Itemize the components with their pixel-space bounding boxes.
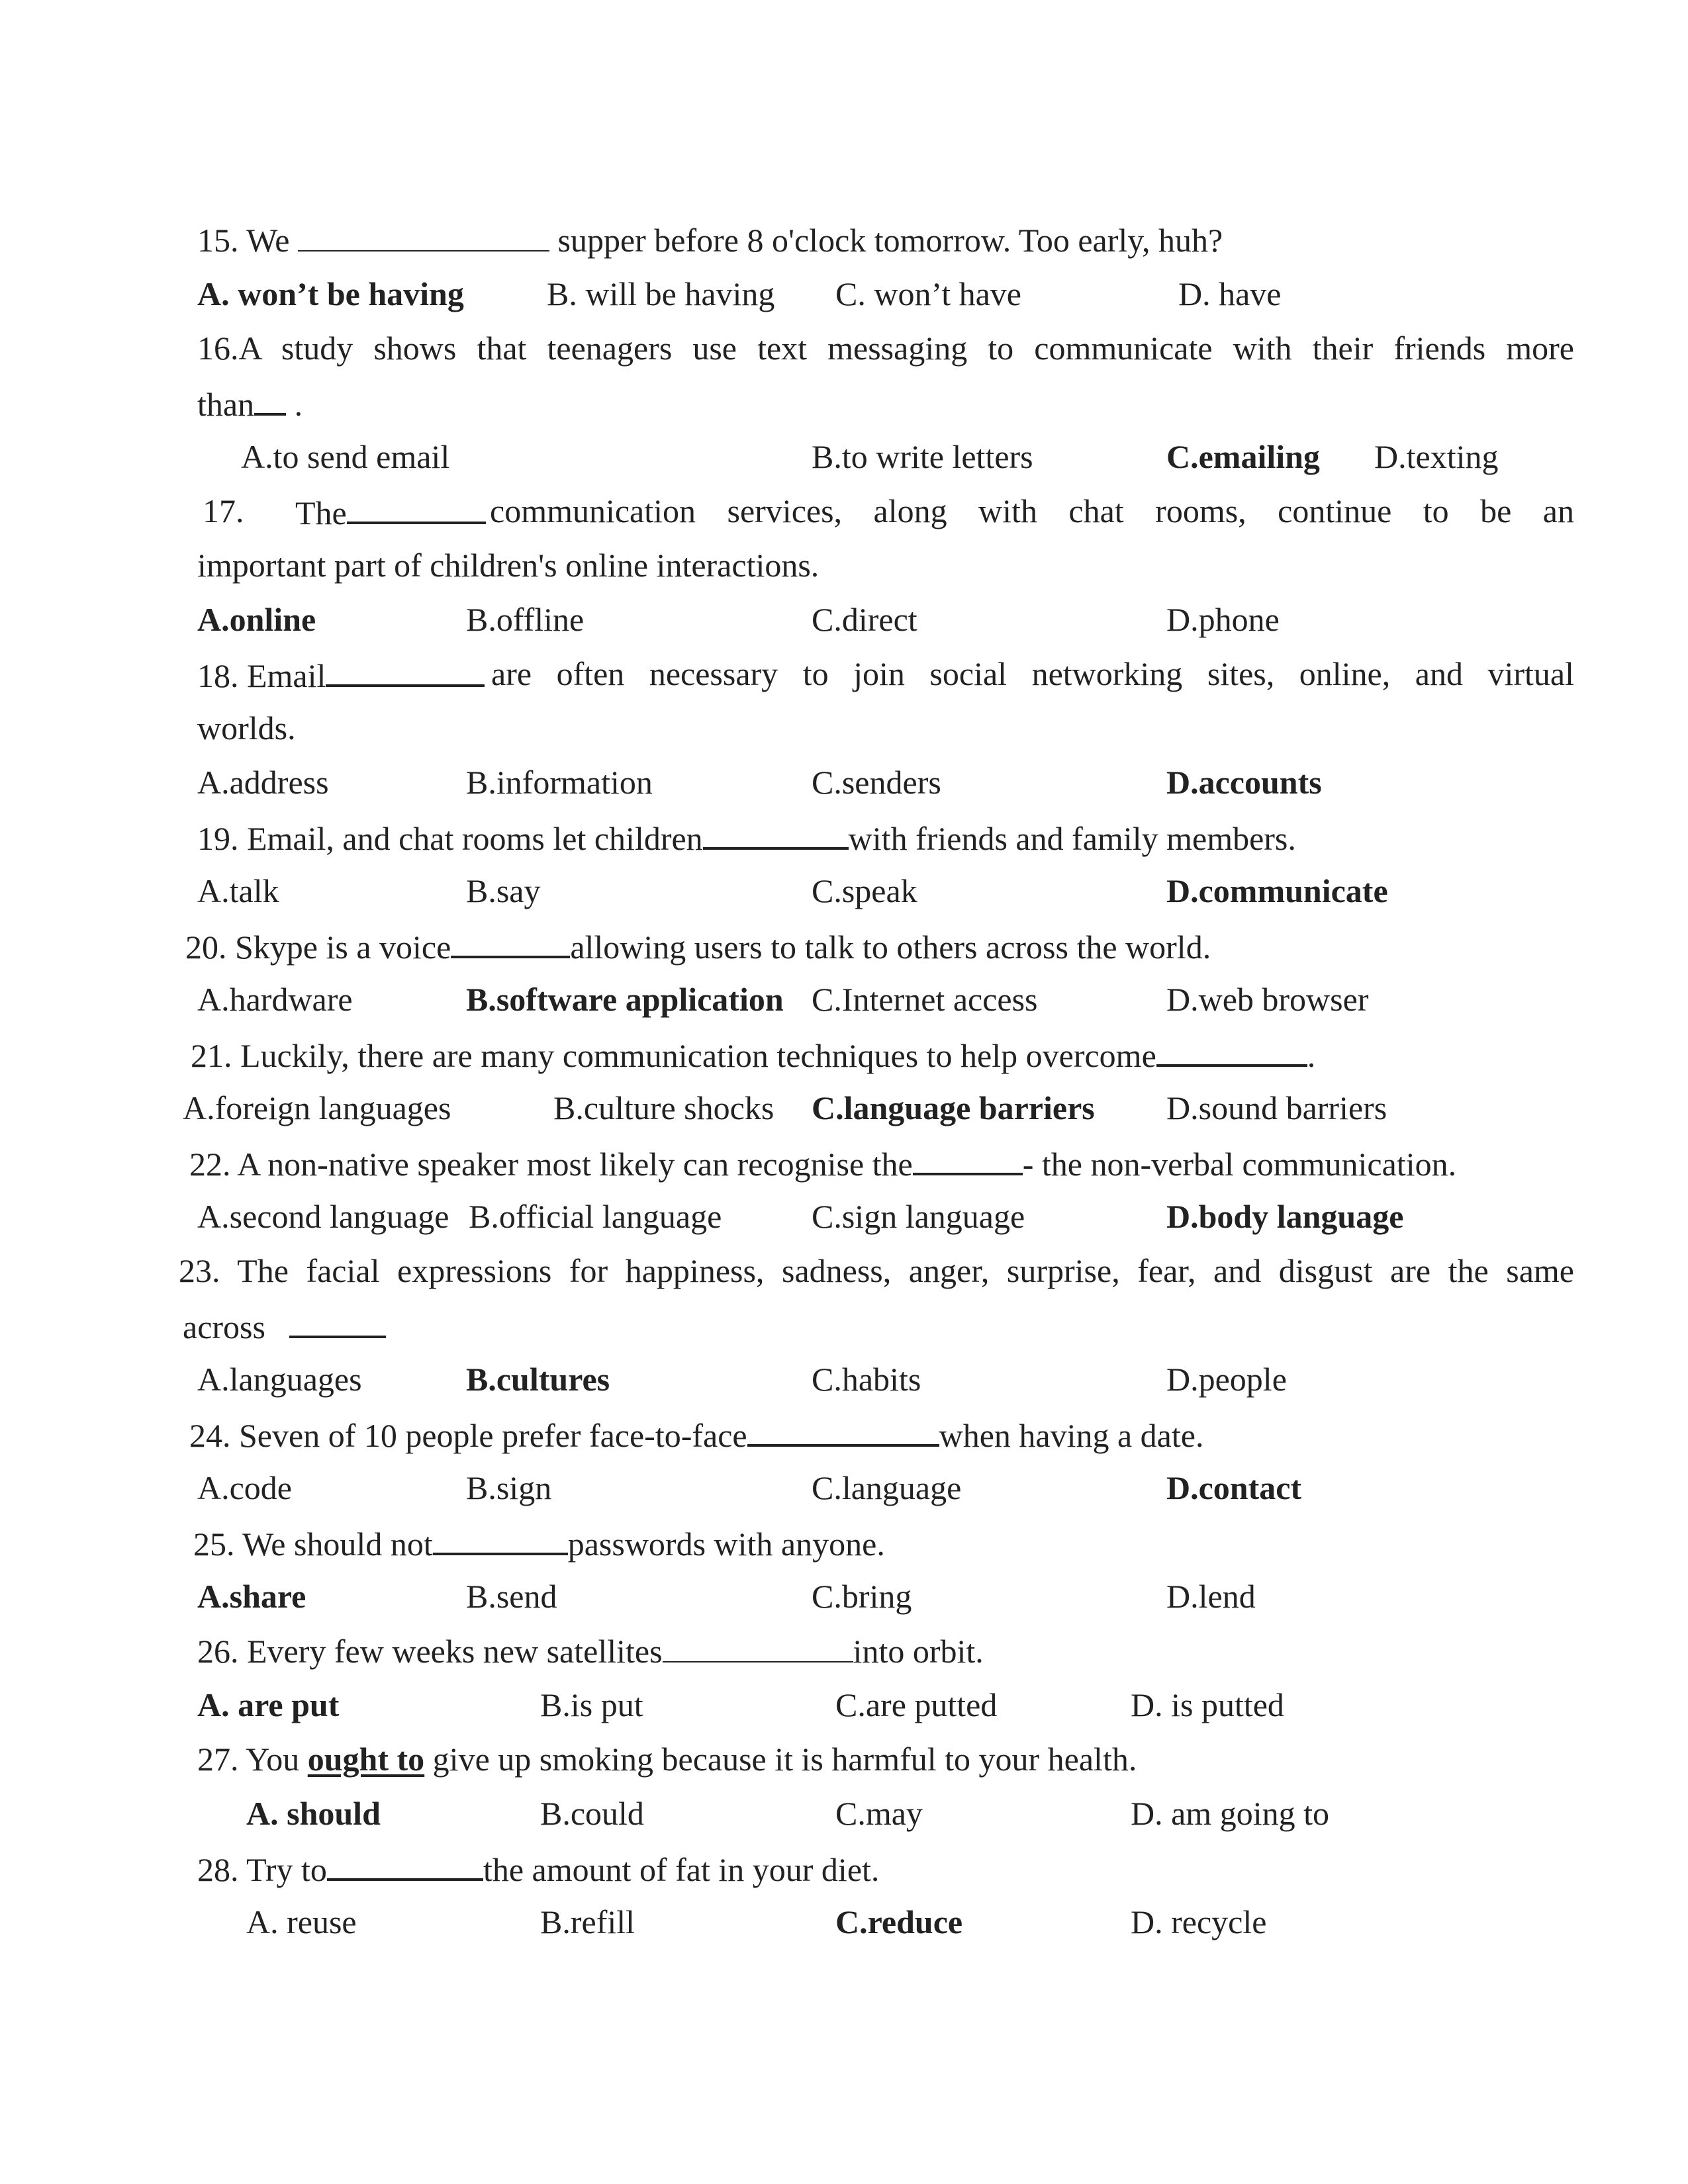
- question-25-stem: 25. We should not passwords with anyone.: [193, 1522, 885, 1562]
- option-b: B.information: [466, 764, 653, 801]
- question-15-stem: 15. We supper before 8 o'clock tomorrow. Too early, huh?: [197, 220, 1223, 259]
- option-d: D.contact: [1166, 1469, 1302, 1506]
- option-a: A.share: [197, 1578, 306, 1615]
- question-17-stem-start: The: [295, 491, 486, 531]
- question-17-stem-line2: important part of children's online interactions.: [197, 547, 820, 584]
- option-b: B.is put: [540, 1686, 643, 1723]
- question-16-stem-line1: 16.A study shows that teenagers use text messaging to communicate with their friends more: [197, 330, 1574, 367]
- option-b: B.sign: [466, 1469, 552, 1506]
- question-22-stem: 22. A non-native speaker most likely can recognise the - the non-verbal communication.: [189, 1142, 1456, 1182]
- option-a: A. should: [246, 1795, 381, 1832]
- option-b: B.to write letters: [812, 438, 1033, 475]
- option-b: B. will be having: [547, 275, 775, 312]
- question-23-stem-line1: 23. The facial expressions for happiness, sadness, anger, surprise, fear, and disgust are the same: [179, 1252, 1574, 1289]
- question-23-stem-line2: across: [183, 1305, 386, 1345]
- option-d: D.communicate: [1166, 872, 1388, 909]
- answer-blank: [289, 1305, 386, 1338]
- option-b: B.could: [540, 1795, 644, 1832]
- question-21-stem: 21. Luckily, there are many communication techniques to help overcome .: [191, 1034, 1315, 1073]
- option-c: C.emailing: [1166, 438, 1320, 475]
- option-c: C.Internet access: [812, 981, 1038, 1018]
- option-a: A.online: [197, 601, 316, 638]
- underlined-phrase: ought to: [307, 1741, 425, 1778]
- option-c: C.language barriers: [812, 1089, 1095, 1126]
- option-a: A. reuse: [246, 1903, 357, 1940]
- option-a: A.code: [197, 1469, 292, 1506]
- option-b: B.offline: [466, 601, 585, 638]
- option-c: C.direct: [812, 601, 917, 638]
- option-b: B.say: [466, 872, 541, 909]
- option-d: D.texting: [1374, 438, 1499, 475]
- option-b: B.send: [466, 1578, 557, 1615]
- question-26-stem: 26. Every few weeks new satellites into orbit.: [197, 1631, 984, 1670]
- option-a: A.foreign languages: [183, 1089, 451, 1126]
- question-24-stem: 24. Seven of 10 people prefer face-to-face when having a date.: [189, 1414, 1203, 1453]
- option-c: C.bring: [812, 1578, 912, 1615]
- question-18-stem-start: 18. Email: [197, 654, 485, 694]
- option-d: D.phone: [1166, 601, 1280, 638]
- question-17-num: 17.: [203, 492, 244, 529]
- question-18-stem-line1: are often necessary to join social networking sites, online, and virtual: [491, 655, 1574, 692]
- option-a: A.talk: [197, 872, 279, 909]
- option-c: C.may: [835, 1795, 923, 1832]
- option-d: D.accounts: [1166, 764, 1322, 801]
- option-d: D.lend: [1166, 1578, 1256, 1615]
- question-28-stem: 28. Try to the amount of fat in your diet.: [197, 1848, 879, 1888]
- option-c: C.sign language: [812, 1198, 1025, 1235]
- option-a: A.languages: [197, 1361, 362, 1398]
- question-19-stem: 19. Email, and chat rooms let children with friends and family members.: [197, 817, 1296, 856]
- option-c: C.language: [812, 1469, 962, 1506]
- answer-blank: [747, 1414, 939, 1447]
- option-b: B.official language: [469, 1198, 722, 1235]
- option-a: A. won’t be having: [197, 275, 464, 312]
- option-d: D.sound barriers: [1166, 1089, 1387, 1126]
- question-18-stem-line2: worlds.: [197, 709, 296, 747]
- question-27-stem: 27. You ought to give up smoking because it is harmful to your health.: [197, 1741, 1137, 1778]
- answer-blank: [663, 1631, 853, 1662]
- option-d: D.body language: [1166, 1198, 1404, 1235]
- answer-blank: [327, 1848, 483, 1881]
- option-d: D. have: [1178, 275, 1282, 312]
- option-d: D. am going to: [1131, 1795, 1329, 1832]
- option-a: A.second language: [197, 1198, 449, 1235]
- answer-blank: [433, 1522, 568, 1555]
- question-17-stem-line1: communication services, along with chat rooms, continue to be an: [490, 492, 1574, 529]
- question-16-stem-line2: than .: [197, 383, 303, 422]
- answer-blank: [913, 1142, 1023, 1175]
- option-b: B.software application: [466, 981, 784, 1018]
- answer-blank: [326, 654, 485, 687]
- option-d: D. is putted: [1131, 1686, 1284, 1723]
- answer-blank: [1156, 1034, 1307, 1067]
- option-c: C.reduce: [835, 1903, 963, 1940]
- answer-blank: [703, 817, 849, 850]
- option-c: C.are putted: [835, 1686, 998, 1723]
- option-a: A.to send email: [241, 438, 450, 475]
- answer-blank: [298, 220, 549, 251]
- option-b: B.cultures: [466, 1361, 610, 1398]
- option-c: C. won’t have: [835, 275, 1021, 312]
- option-d: D.web browser: [1166, 981, 1369, 1018]
- answer-blank: [254, 383, 286, 416]
- option-b: B.refill: [540, 1903, 635, 1940]
- option-d: D.people: [1166, 1361, 1287, 1398]
- option-d: D. recycle: [1131, 1903, 1267, 1940]
- question-20-stem: 20. Skype is a voice allowing users to talk to others across the world.: [185, 925, 1211, 965]
- option-a: A. are put: [197, 1686, 340, 1723]
- answer-blank: [347, 491, 486, 524]
- option-c: C.habits: [812, 1361, 921, 1398]
- option-c: C.speak: [812, 872, 917, 909]
- option-a: A.address: [197, 764, 329, 801]
- option-c: C.senders: [812, 764, 941, 801]
- answer-blank: [451, 925, 570, 958]
- option-a: A.hardware: [197, 981, 353, 1018]
- option-b: B.culture shocks: [553, 1089, 774, 1126]
